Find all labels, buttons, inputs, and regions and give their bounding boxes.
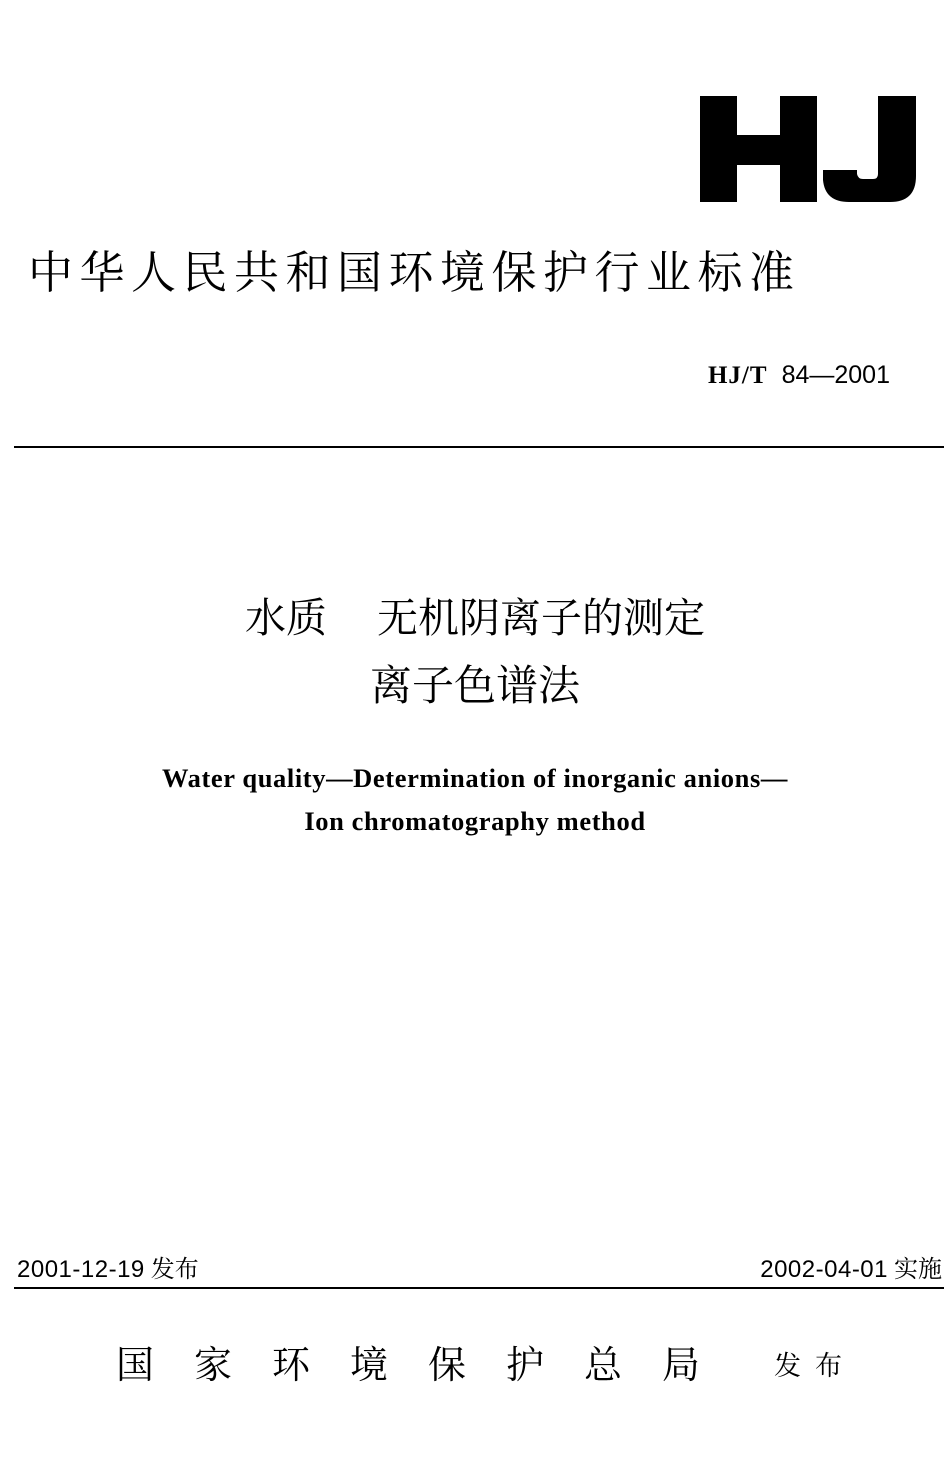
issue-label: 发布 (150, 1255, 199, 1283)
title-cn-line1 (0, 588, 950, 648)
authority-issue-word: 发布 (774, 1351, 856, 1382)
title-en-line1: Water quality—Determination of inorganic anions— (161, 763, 789, 793)
implement-label: 实施 (894, 1255, 942, 1283)
implement-date: 2002-04-01 (760, 1256, 888, 1283)
issue-date: 2001-12-19 (17, 1256, 145, 1283)
footer-divider (14, 1287, 944, 1289)
title-en-line2: Ion chromatography method (304, 806, 646, 836)
issuing-authority: 国家环境保护总局 (116, 1343, 741, 1387)
standard-prefix: HJ/T (707, 362, 768, 389)
standard-number (708, 358, 890, 393)
hj-logo (697, 94, 919, 206)
header-divider (14, 446, 944, 448)
title-cn-line2: 离子色谱法 (369, 661, 580, 710)
issue-date-line (17, 1252, 199, 1287)
title-cn-main: 无机阴离子的测定 (377, 594, 705, 642)
title-cn-subject: 水质 (245, 594, 327, 642)
standard-category-title: 中华人民共和国环境保护行业标准 (28, 246, 801, 299)
implement-date-line (760, 1252, 942, 1287)
standard-code: 84—2001 (781, 361, 890, 389)
